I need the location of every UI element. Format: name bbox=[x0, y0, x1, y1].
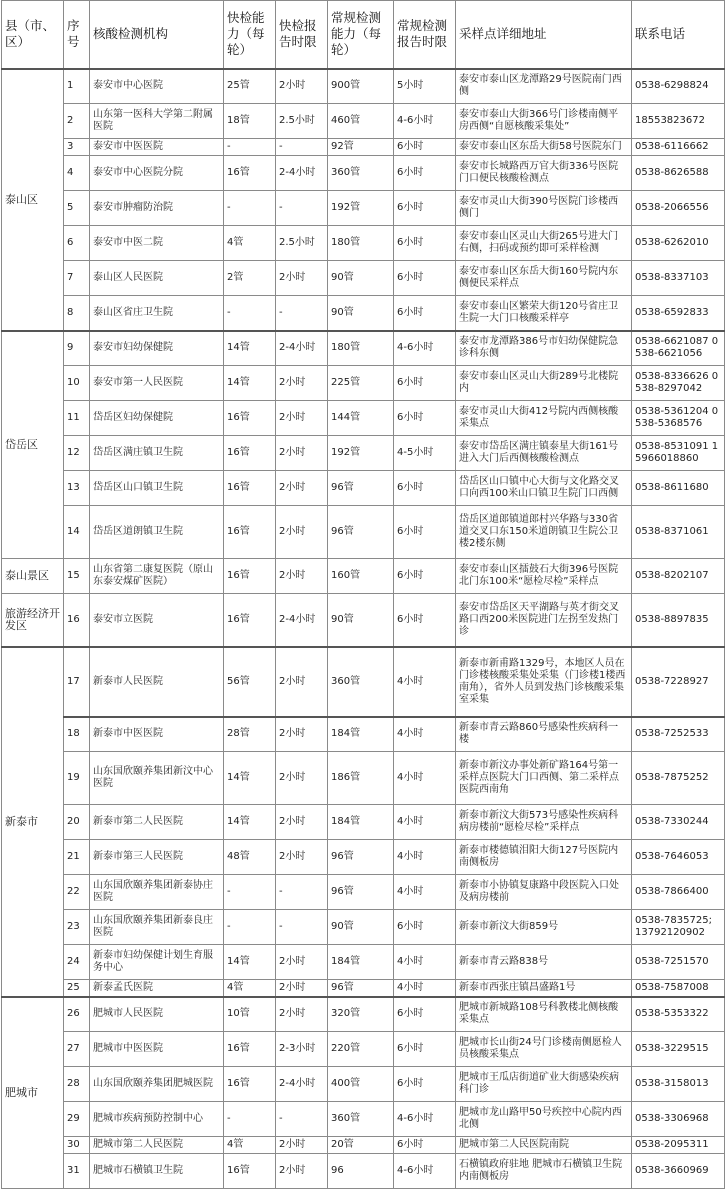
cell-address: 泰安市长城路西万官大街336号医院门口便民核酸检测点 bbox=[456, 156, 632, 191]
table-row bbox=[2, 980, 725, 997]
table-row bbox=[2, 191, 725, 226]
cell-no: 30 bbox=[64, 1137, 90, 1154]
cell-address: 泰安市泰山区繁荣大街120号省庄卫生院一大门口核酸采样亭 bbox=[456, 296, 632, 331]
cell-rapid-capacity: 14管 bbox=[224, 805, 276, 840]
cell-rapid-capacity: 16管 bbox=[224, 401, 276, 436]
cell-institution: 肥城市人民医院 bbox=[90, 997, 224, 1032]
cell-rapid-capacity: 25管 bbox=[224, 69, 276, 104]
cell-institution: 新泰市妇幼保健计划生育服务中心 bbox=[90, 945, 224, 980]
cell-address: 新泰市青云路838号 bbox=[456, 945, 632, 980]
cell-regular-time: 6小时 bbox=[394, 366, 456, 401]
cell-rapid-time: - bbox=[276, 296, 328, 331]
cell-address: 石横镇政府驻地 肥城市石横镇卫生院内南侧板房 bbox=[456, 1154, 632, 1189]
cell-rapid-time: 2小时 bbox=[276, 997, 328, 1032]
cell-institution: 新泰市第三人民医院 bbox=[90, 840, 224, 875]
cell-address: 新泰市青云路860号感染性疾病科一楼 bbox=[456, 717, 632, 752]
cell-no: 27 bbox=[64, 1032, 90, 1067]
table-row bbox=[2, 1137, 725, 1154]
cell-regular-time: 6小时 bbox=[394, 261, 456, 296]
cell-phone: 0538-7835725; 13792120902 bbox=[632, 910, 725, 945]
cell-regular-capacity: 184管 bbox=[328, 805, 394, 840]
cell-rapid-time: 2小时 bbox=[276, 436, 328, 471]
cell-regular-capacity: 92管 bbox=[328, 139, 394, 156]
cell-rapid-time: 2小时 bbox=[276, 69, 328, 104]
cell-no: 10 bbox=[64, 366, 90, 401]
cell-no: 2 bbox=[64, 104, 90, 139]
cell-no: 4 bbox=[64, 156, 90, 191]
cell-regular-time: 4小时 bbox=[394, 945, 456, 980]
cell-phone: 0538-8897835 bbox=[632, 594, 725, 647]
cell-regular-time: 4-6小时 bbox=[394, 331, 456, 366]
cell-institution: 肥城市第二人民医院 bbox=[90, 1137, 224, 1154]
cell-regular-capacity: 90管 bbox=[328, 910, 394, 945]
table-row bbox=[2, 1154, 725, 1189]
cell-no: 6 bbox=[64, 226, 90, 261]
cell-institution: 泰安市中心医院 bbox=[90, 69, 224, 104]
cell-institution: 岱岳区山口镇卫生院 bbox=[90, 471, 224, 506]
cell-no: 14 bbox=[64, 506, 90, 559]
cell-institution: 泰安市立医院 bbox=[90, 594, 224, 647]
cell-no: 20 bbox=[64, 805, 90, 840]
cell-institution: 新泰市中医医院 bbox=[90, 717, 224, 752]
cell-regular-time: 4小时 bbox=[394, 717, 456, 752]
table-row bbox=[2, 805, 725, 840]
cell-phone: 0538-8611680 bbox=[632, 471, 725, 506]
table-row bbox=[2, 1067, 725, 1102]
cell-regular-capacity: 192管 bbox=[328, 436, 394, 471]
cell-rapid-time: 2小时 bbox=[276, 506, 328, 559]
cell-address: 泰安市泰山区擂鼓石大街396号医院北门东100米“愿检尽检”采样点 bbox=[456, 559, 632, 594]
cell-regular-capacity: 96管 bbox=[328, 980, 394, 997]
cell-no: 17 bbox=[64, 647, 90, 717]
cell-address: 新泰市楼德镇泪阳大街127号医院内南侧板房 bbox=[456, 840, 632, 875]
cell-institution: 肥城市石横镇卫生院 bbox=[90, 1154, 224, 1189]
cell-address: 泰安市泰山区灵山大街265号进大门右侧，扫码或预约即可采样检测 bbox=[456, 226, 632, 261]
cell-phone: 0538-8626588 bbox=[632, 156, 725, 191]
cell-rapid-capacity: 28管 bbox=[224, 717, 276, 752]
cell-rapid-capacity: 4管 bbox=[224, 1137, 276, 1154]
header-phone: 联系电话 bbox=[632, 1, 725, 69]
cell-address: 肥城市第二人民医院南院 bbox=[456, 1137, 632, 1154]
cell-regular-capacity: 460管 bbox=[328, 104, 394, 139]
cell-rapid-time: 2小时 bbox=[276, 1137, 328, 1154]
cell-rapid-time: 2小时 bbox=[276, 1154, 328, 1189]
cell-phone: 0538-6116662 bbox=[632, 139, 725, 156]
cell-phone: 18553823672 bbox=[632, 104, 725, 139]
cell-regular-time: 6小时 bbox=[394, 1067, 456, 1102]
cell-phone: 0538-3660969 bbox=[632, 1154, 725, 1189]
cell-regular-time: 6小时 bbox=[394, 156, 456, 191]
header-county: 县（市、区） bbox=[2, 1, 64, 69]
cell-phone: 0538-6592833 bbox=[632, 296, 725, 331]
cell-regular-time: 4小时 bbox=[394, 875, 456, 910]
cell-rapid-time: - bbox=[276, 1102, 328, 1137]
cell-regular-time: 6小时 bbox=[394, 1137, 456, 1154]
cell-regular-time: 6小时 bbox=[394, 559, 456, 594]
cell-rapid-time: 2小时 bbox=[276, 840, 328, 875]
cell-address: 泰安市灵山大街390号医院门诊楼西侧门 bbox=[456, 191, 632, 226]
cell-rapid-capacity: 16管 bbox=[224, 506, 276, 559]
cell-rapid-capacity: 16管 bbox=[224, 594, 276, 647]
cell-regular-capacity: 20管 bbox=[328, 1137, 394, 1154]
cell-rapid-time: 2.5小时 bbox=[276, 104, 328, 139]
cell-rapid-capacity: 4管 bbox=[224, 226, 276, 261]
cell-rapid-time: 2小时 bbox=[276, 401, 328, 436]
cell-no: 18 bbox=[64, 717, 90, 752]
cell-rapid-time: 2-4小时 bbox=[276, 594, 328, 647]
cell-regular-capacity: 400管 bbox=[328, 1067, 394, 1102]
table-row bbox=[2, 156, 725, 191]
cell-regular-time: 6小时 bbox=[394, 191, 456, 226]
table-row bbox=[2, 594, 725, 647]
cell-rapid-time: - bbox=[276, 139, 328, 156]
cell-rapid-capacity: 56管 bbox=[224, 647, 276, 717]
cell-regular-capacity: 186管 bbox=[328, 752, 394, 805]
table-row bbox=[2, 559, 725, 594]
cell-rapid-capacity: 14管 bbox=[224, 366, 276, 401]
cell-phone: 0538-7252533 bbox=[632, 717, 725, 752]
cell-address: 肥城市王瓜店街道矿业大街感染疾病科门诊 bbox=[456, 1067, 632, 1102]
cell-address: 岱岳区道郎镇道郎村兴华路与330省道交叉口东150米道朗镇卫生院公卫楼2楼东侧 bbox=[456, 506, 632, 559]
cell-regular-time: 4小时 bbox=[394, 840, 456, 875]
cell-regular-time: 6小时 bbox=[394, 910, 456, 945]
cell-phone: 0538-5353322 bbox=[632, 997, 725, 1032]
table-row bbox=[2, 752, 725, 805]
cell-address: 肥城市新城路108号科教楼北侧核酸采集点 bbox=[456, 997, 632, 1032]
cell-rapid-capacity: 16管 bbox=[224, 156, 276, 191]
table-row bbox=[2, 226, 725, 261]
cell-regular-time: 6小时 bbox=[394, 296, 456, 331]
cell-rapid-time: - bbox=[276, 910, 328, 945]
cell-county: 泰山区 bbox=[2, 69, 64, 331]
cell-regular-capacity: 144管 bbox=[328, 401, 394, 436]
cell-phone: 0538-8336626 0538-8297042 bbox=[632, 366, 725, 401]
table-row bbox=[2, 506, 725, 559]
cell-institution: 山东国欣颐养集团新泰良庄医院 bbox=[90, 910, 224, 945]
cell-regular-capacity: 184管 bbox=[328, 945, 394, 980]
table-body bbox=[2, 69, 725, 1189]
cell-no: 29 bbox=[64, 1102, 90, 1137]
cell-rapid-capacity: 2管 bbox=[224, 261, 276, 296]
cell-address: 岱岳区山口镇中心大街与文化路交叉口向西100米山口镇卫生院门口西侧 bbox=[456, 471, 632, 506]
cell-regular-time: 6小时 bbox=[394, 139, 456, 156]
cell-no: 21 bbox=[64, 840, 90, 875]
cell-address: 泰安市灵山大街412号院内西侧核酸采集点 bbox=[456, 401, 632, 436]
cell-rapid-capacity: 14管 bbox=[224, 331, 276, 366]
cell-phone: 0538-7866400 bbox=[632, 875, 725, 910]
header-no: 序号 bbox=[64, 1, 90, 69]
cell-institution: 山东国欣颐养集团新汶中心医院 bbox=[90, 752, 224, 805]
cell-regular-time: 6小时 bbox=[394, 226, 456, 261]
cell-rapid-time: 2-4小时 bbox=[276, 1067, 328, 1102]
cell-phone: 0538-7251570 bbox=[632, 945, 725, 980]
cell-rapid-capacity: - bbox=[224, 875, 276, 910]
header-rapid-capacity: 快检能力（每轮） bbox=[224, 1, 276, 69]
cell-institution: 泰安市妇幼保健院 bbox=[90, 331, 224, 366]
cell-address: 泰安市泰山区龙潭路29号医院南门西侧 bbox=[456, 69, 632, 104]
cell-regular-time: 4小时 bbox=[394, 647, 456, 717]
cell-institution: 山东国欣颐养集团肥城医院 bbox=[90, 1067, 224, 1102]
cell-rapid-capacity: - bbox=[224, 910, 276, 945]
cell-regular-capacity: 160管 bbox=[328, 559, 394, 594]
cell-no: 7 bbox=[64, 261, 90, 296]
table-row bbox=[2, 366, 725, 401]
cell-institution: 泰安市第一人民医院 bbox=[90, 366, 224, 401]
cell-regular-time: 6小时 bbox=[394, 1032, 456, 1067]
cell-rapid-time: - bbox=[276, 191, 328, 226]
cell-rapid-capacity: - bbox=[224, 139, 276, 156]
cell-address: 新泰市新甫路1329号，本地区人员在门诊楼核酸采集处采集（门诊楼1楼西南角），省外人员到发热门诊核酸采集室采集 bbox=[456, 647, 632, 717]
cell-rapid-time: 2小时 bbox=[276, 752, 328, 805]
cell-rapid-time: 2小时 bbox=[276, 261, 328, 296]
cell-no: 5 bbox=[64, 191, 90, 226]
cell-phone: 0538-6621087 0538-6621056 bbox=[632, 331, 725, 366]
cell-regular-capacity: 220管 bbox=[328, 1032, 394, 1067]
cell-address: 新泰市新汶大街573号感染性疾病科病房楼前“愿检尽检”采样点 bbox=[456, 805, 632, 840]
cell-address: 新泰市新汶办事处新矿路164号第一采样点医院大门口西侧、第二采样点医院西南角 bbox=[456, 752, 632, 805]
cell-no: 22 bbox=[64, 875, 90, 910]
cell-rapid-time: 2小时 bbox=[276, 366, 328, 401]
table-row bbox=[2, 1102, 725, 1137]
cell-institution: 肥城市疾病预防控制中心 bbox=[90, 1102, 224, 1137]
cell-phone: 0538-7330244 bbox=[632, 805, 725, 840]
cell-phone: 0538-5361204 0538-5368576 bbox=[632, 401, 725, 436]
table-row bbox=[2, 875, 725, 910]
cell-address: 泰安市岱岳区天平湖路与英才街交叉路口西200米医院进门左拐至发热门诊 bbox=[456, 594, 632, 647]
table-row bbox=[2, 104, 725, 139]
cell-rapid-capacity: 16管 bbox=[224, 1067, 276, 1102]
cell-phone: 0538-7587008 bbox=[632, 980, 725, 997]
cell-rapid-time: 2.5小时 bbox=[276, 226, 328, 261]
cell-regular-time: 4-6小时 bbox=[394, 104, 456, 139]
cell-rapid-capacity: - bbox=[224, 296, 276, 331]
cell-no: 3 bbox=[64, 139, 90, 156]
cell-no: 15 bbox=[64, 559, 90, 594]
cell-no: 23 bbox=[64, 910, 90, 945]
cell-institution: 泰山区人民医院 bbox=[90, 261, 224, 296]
cell-institution: 泰安市中医二院 bbox=[90, 226, 224, 261]
table-row bbox=[2, 840, 725, 875]
cell-regular-capacity: 180管 bbox=[328, 331, 394, 366]
cell-rapid-capacity: 18管 bbox=[224, 104, 276, 139]
cell-institution: 新泰孟氏医院 bbox=[90, 980, 224, 997]
cell-rapid-capacity: 14管 bbox=[224, 752, 276, 805]
cell-regular-time: 5小时 bbox=[394, 69, 456, 104]
cell-rapid-time: 2-4小时 bbox=[276, 156, 328, 191]
cell-phone: 0538-8371061 bbox=[632, 506, 725, 559]
cell-phone: 0538-6262010 bbox=[632, 226, 725, 261]
cell-no: 13 bbox=[64, 471, 90, 506]
cell-no: 12 bbox=[64, 436, 90, 471]
cell-address: 新泰市新汶大街859号 bbox=[456, 910, 632, 945]
table-row bbox=[2, 647, 725, 717]
cell-address: 泰安市泰山大街366号门诊楼南侧平房西侧“自愿核酸采集处” bbox=[456, 104, 632, 139]
cell-county: 岱岳区 bbox=[2, 331, 64, 559]
cell-rapid-time: 2小时 bbox=[276, 559, 328, 594]
table-row bbox=[2, 910, 725, 945]
cell-no: 11 bbox=[64, 401, 90, 436]
table-row bbox=[2, 401, 725, 436]
cell-phone: 0538-3229515 bbox=[632, 1032, 725, 1067]
table-row bbox=[2, 945, 725, 980]
cell-regular-time: 6小时 bbox=[394, 506, 456, 559]
cell-institution: 岱岳区妇幼保健院 bbox=[90, 401, 224, 436]
cell-regular-capacity: 360管 bbox=[328, 156, 394, 191]
cell-county: 旅游经济开发区 bbox=[2, 594, 64, 647]
table-row bbox=[2, 436, 725, 471]
header-regular-capacity: 常规检测能力（每轮） bbox=[328, 1, 394, 69]
cell-regular-capacity: 192管 bbox=[328, 191, 394, 226]
cell-institution: 肥城市中医医院 bbox=[90, 1032, 224, 1067]
nucleic-acid-testing-table bbox=[1, 0, 725, 1189]
cell-phone: 0538-2095311 bbox=[632, 1137, 725, 1154]
table-row bbox=[2, 296, 725, 331]
cell-regular-time: 4-6小时 bbox=[394, 1154, 456, 1189]
cell-rapid-capacity: 16管 bbox=[224, 1154, 276, 1189]
table-row bbox=[2, 139, 725, 156]
cell-rapid-time: 2小时 bbox=[276, 647, 328, 717]
table-row bbox=[2, 471, 725, 506]
cell-institution: 山东第一医科大学第二附属医院 bbox=[90, 104, 224, 139]
cell-address: 泰安市龙潭路386号市妇幼保健院急诊科东侧 bbox=[456, 331, 632, 366]
cell-no: 25 bbox=[64, 980, 90, 997]
cell-rapid-time: 2小时 bbox=[276, 945, 328, 980]
header-institution: 核酸检测机构 bbox=[90, 1, 224, 69]
cell-regular-time: 6小时 bbox=[394, 401, 456, 436]
cell-regular-capacity: 184管 bbox=[328, 717, 394, 752]
cell-no: 28 bbox=[64, 1067, 90, 1102]
cell-rapid-time: 2-4小时 bbox=[276, 331, 328, 366]
cell-rapid-time: 2小时 bbox=[276, 805, 328, 840]
header-rapid-time: 快检报告时限 bbox=[276, 1, 328, 69]
cell-rapid-capacity: 16管 bbox=[224, 436, 276, 471]
cell-no: 26 bbox=[64, 997, 90, 1032]
cell-address: 新泰市西张庄镇昌盛路1号 bbox=[456, 980, 632, 997]
cell-rapid-capacity: 16管 bbox=[224, 559, 276, 594]
cell-regular-capacity: 96管 bbox=[328, 471, 394, 506]
cell-institution: 泰安市中医医院 bbox=[90, 139, 224, 156]
cell-no: 16 bbox=[64, 594, 90, 647]
cell-regular-time: 6小时 bbox=[394, 997, 456, 1032]
cell-regular-time: 4-6小时 bbox=[394, 1102, 456, 1137]
cell-regular-time: 4小时 bbox=[394, 752, 456, 805]
cell-institution: 泰山区省庄卫生院 bbox=[90, 296, 224, 331]
header-row bbox=[2, 1, 725, 69]
cell-regular-capacity: 90管 bbox=[328, 261, 394, 296]
cell-no: 24 bbox=[64, 945, 90, 980]
cell-no: 9 bbox=[64, 331, 90, 366]
cell-regular-capacity: 96管 bbox=[328, 840, 394, 875]
cell-address: 肥城市长山街24号门诊楼南侧愿检人员核酸采集点 bbox=[456, 1032, 632, 1067]
cell-institution: 新泰市第二人民医院 bbox=[90, 805, 224, 840]
cell-no: 8 bbox=[64, 296, 90, 331]
cell-phone: 0538-7875252 bbox=[632, 752, 725, 805]
cell-rapid-capacity: - bbox=[224, 191, 276, 226]
cell-phone: 0538-7228927 bbox=[632, 647, 725, 717]
cell-rapid-time: 2-3小时 bbox=[276, 1032, 328, 1067]
cell-regular-capacity: 96管 bbox=[328, 506, 394, 559]
cell-rapid-capacity: 16管 bbox=[224, 471, 276, 506]
cell-county: 泰山景区 bbox=[2, 559, 64, 594]
cell-address: 泰安市岱岳区满庄镇泰星大街161号进入大门后西侧核酸检测点 bbox=[456, 436, 632, 471]
table-row bbox=[2, 717, 725, 752]
cell-regular-capacity: 900管 bbox=[328, 69, 394, 104]
cell-regular-capacity: 96 bbox=[328, 1154, 394, 1189]
cell-phone: 0538-3158013 bbox=[632, 1067, 725, 1102]
cell-regular-capacity: 360管 bbox=[328, 647, 394, 717]
cell-no: 1 bbox=[64, 69, 90, 104]
cell-no: 19 bbox=[64, 752, 90, 805]
cell-regular-time: 4小时 bbox=[394, 980, 456, 997]
cell-rapid-capacity: 14管 bbox=[224, 945, 276, 980]
cell-regular-capacity: 90管 bbox=[328, 296, 394, 331]
cell-county: 新泰市 bbox=[2, 647, 64, 997]
cell-rapid-time: 2小时 bbox=[276, 471, 328, 506]
cell-phone: 0538-8202107 bbox=[632, 559, 725, 594]
cell-regular-capacity: 320管 bbox=[328, 997, 394, 1032]
cell-address: 新泰市小协镇复康路中段医院入口处及病房楼前 bbox=[456, 875, 632, 910]
cell-regular-capacity: 360管 bbox=[328, 1102, 394, 1137]
cell-county: 肥城市 bbox=[2, 997, 64, 1189]
cell-phone: 0538-7646053 bbox=[632, 840, 725, 875]
header-address: 采样点详细地址 bbox=[456, 1, 632, 69]
table-row bbox=[2, 997, 725, 1032]
cell-institution: 泰安市中心医院分院 bbox=[90, 156, 224, 191]
table-row bbox=[2, 69, 725, 104]
cell-rapid-time: - bbox=[276, 875, 328, 910]
cell-regular-capacity: 225管 bbox=[328, 366, 394, 401]
cell-phone: 0538-2066556 bbox=[632, 191, 725, 226]
cell-rapid-capacity: 4管 bbox=[224, 980, 276, 997]
cell-phone: 0538-8531091 15966018860 bbox=[632, 436, 725, 471]
table-row bbox=[2, 331, 725, 366]
cell-no: 31 bbox=[64, 1154, 90, 1189]
cell-regular-time: 6小时 bbox=[394, 471, 456, 506]
cell-institution: 岱岳区满庄镇卫生院 bbox=[90, 436, 224, 471]
cell-phone: 0538-3306968 bbox=[632, 1102, 725, 1137]
cell-regular-time: 6小时 bbox=[394, 594, 456, 647]
cell-institution: 新泰市人民医院 bbox=[90, 647, 224, 717]
table-row bbox=[2, 1032, 725, 1067]
cell-institution: 泰安市肿瘤防治院 bbox=[90, 191, 224, 226]
cell-rapid-time: 2小时 bbox=[276, 717, 328, 752]
cell-phone: 0538-8337103 bbox=[632, 261, 725, 296]
cell-phone: 0538-6298824 bbox=[632, 69, 725, 104]
cell-address: 泰安市泰山区东岳大街58号医院东门 bbox=[456, 139, 632, 156]
cell-rapid-capacity: 48管 bbox=[224, 840, 276, 875]
cell-regular-time: 4小时 bbox=[394, 805, 456, 840]
header-regular-time: 常规检测报告时限 bbox=[394, 1, 456, 69]
cell-regular-time: 4-5小时 bbox=[394, 436, 456, 471]
cell-rapid-time: 2小时 bbox=[276, 980, 328, 997]
cell-rapid-capacity: - bbox=[224, 1102, 276, 1137]
cell-institution: 山东省第二康复医院（原山东泰安煤矿医院） bbox=[90, 559, 224, 594]
cell-address: 泰安市泰山区灵山大街289号北楼院内 bbox=[456, 366, 632, 401]
cell-rapid-capacity: 10管 bbox=[224, 997, 276, 1032]
cell-institution: 岱岳区道朗镇卫生院 bbox=[90, 506, 224, 559]
table-row bbox=[2, 261, 725, 296]
cell-institution: 山东国欣颐养集团新泰协庄医院 bbox=[90, 875, 224, 910]
cell-regular-capacity: 96管 bbox=[328, 875, 394, 910]
cell-address: 泰安市泰山区东岳大街160号院内东侧便民采样点 bbox=[456, 261, 632, 296]
cell-regular-capacity: 90管 bbox=[328, 594, 394, 647]
cell-regular-capacity: 180管 bbox=[328, 226, 394, 261]
cell-rapid-capacity: 16管 bbox=[224, 1032, 276, 1067]
cell-address: 肥城市龙山路甲50号疾控中心院内西北侧 bbox=[456, 1102, 632, 1137]
